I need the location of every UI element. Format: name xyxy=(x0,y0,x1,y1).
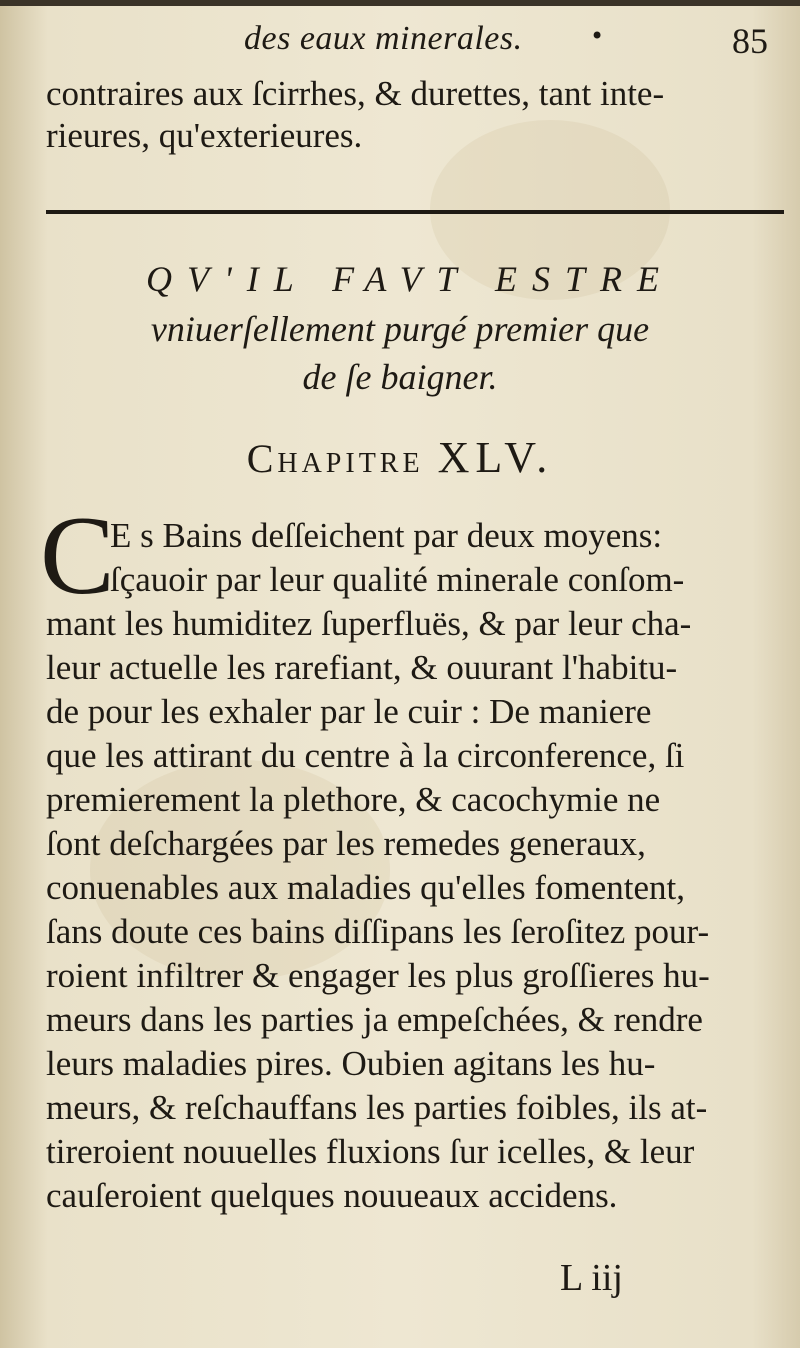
chapter-word: Chapitre xyxy=(246,436,424,481)
body-line: ſont deſchargées par les remedes generaux, xyxy=(46,824,646,863)
body-line: conuenables aux maladies qu'elles fomentent, xyxy=(46,868,686,907)
body-line: E s Bains deſſeichent par deux moyens: xyxy=(110,516,663,555)
section-rule xyxy=(46,207,784,217)
body-line: leur actuelle les rarefiant, & ouurant l'habitu- xyxy=(46,648,678,687)
section-heading-line: de ſe baigner. xyxy=(302,357,498,397)
body-line: ſçauoir par leur qualité minerale conſom- xyxy=(110,560,685,599)
running-head xyxy=(0,18,800,68)
body-line: roient infiltrer & engager les plus groſſieres hu- xyxy=(46,956,710,995)
drop-capital: C xyxy=(40,494,115,618)
running-title: des eaux minerales. xyxy=(244,20,523,57)
chapter-heading xyxy=(0,432,800,483)
signature-mark: L iij xyxy=(560,1257,623,1299)
body-line: leurs maladies pires. Oubien agitans les hu- xyxy=(46,1044,656,1083)
body-line: mant les humiditez ſuperfluës, & par leur cha- xyxy=(46,604,692,643)
body-line: meurs, & reſchauffans les parties foibles, ils at- xyxy=(46,1088,708,1127)
page-top-edge xyxy=(0,0,800,6)
body-line: cauſeroient quelques nouueaux accidens. xyxy=(46,1176,618,1215)
carryover-line: contraires aux ſcirrhes, & durettes, tant inte- xyxy=(46,74,665,113)
body-line: premierement la plethore, & cacochymie ne xyxy=(46,780,661,819)
body-line: meurs dans les parties ja empeſchées, & rendre xyxy=(46,1000,703,1039)
section-heading-line: vniuerſellement purgé premier que xyxy=(150,309,650,349)
carryover-line: rieures, qu'exterieures. xyxy=(46,116,363,155)
body-line: ſans doute ces bains diſſipans les ſeroſitez pour- xyxy=(46,912,710,951)
page-number: 85 xyxy=(732,21,768,61)
chapter-number: XLV. xyxy=(437,433,554,482)
section-heading-caps: QV'IL FAVT ESTRE xyxy=(146,259,674,299)
ornament-mark: • xyxy=(590,22,605,50)
body-line: tireroient nouuelles fluxions ſur icelles, & leur xyxy=(46,1132,695,1171)
rule-bar xyxy=(46,210,784,214)
body-line: que les attirant du centre à la circonference, ſi xyxy=(46,736,685,775)
body-line: de pour les exhaler par le cuir : De maniere xyxy=(46,692,652,731)
